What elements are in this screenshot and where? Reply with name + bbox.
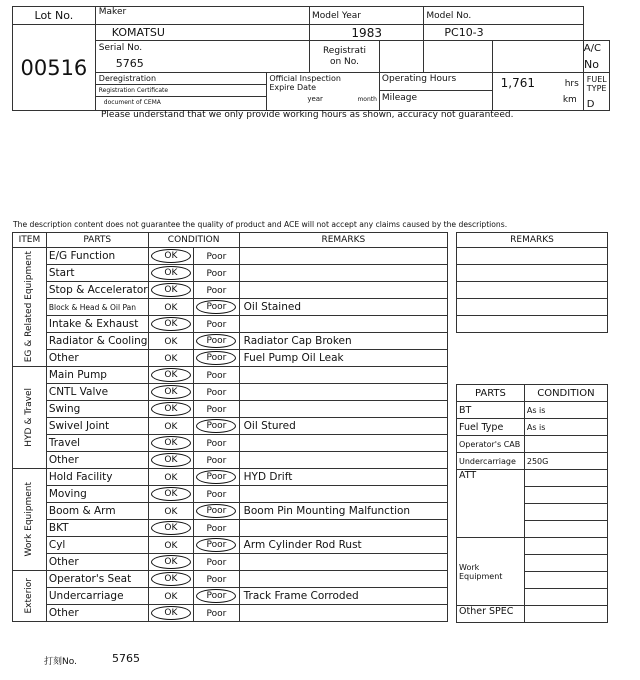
ok-cell	[148, 401, 194, 418]
spec-row	[457, 402, 608, 419]
table-row	[13, 571, 448, 588]
poor-option: Poor	[206, 609, 227, 619]
spec-condition	[524, 436, 607, 453]
vehicle-header-table	[12, 6, 610, 111]
poor-option: Poor	[206, 320, 227, 330]
ok-selected-mark: OK	[151, 317, 191, 331]
table-row	[13, 299, 448, 316]
accuracy-notice: Please understand that we only provide working hours as shown, accuracy not guaranteed.	[101, 110, 514, 120]
spec-row	[457, 419, 608, 436]
ok-cell	[148, 418, 194, 435]
model-no-value: PC10-3	[444, 26, 484, 39]
poor-option: Poor	[206, 575, 227, 585]
poor-selected-mark: Poor	[196, 504, 236, 518]
inspection-label: Official Inspection Expire Date	[269, 74, 341, 92]
poor-cell	[194, 554, 240, 571]
table-row	[13, 350, 448, 367]
fuel-type-value: D	[586, 99, 595, 110]
spec-condition	[524, 470, 607, 487]
poor-cell	[194, 588, 240, 605]
table-row	[13, 401, 448, 418]
part-name: Stop & Accelerator	[46, 282, 148, 299]
lot-number: 00516	[13, 25, 96, 111]
inspection-table	[12, 232, 448, 622]
spec-row	[457, 453, 608, 470]
remark	[239, 452, 447, 469]
part-name: Undercarriage	[46, 588, 148, 605]
other-spec-label: Other SPEC	[457, 606, 525, 623]
hrs-unit: hrs	[564, 79, 579, 89]
table-row	[13, 367, 448, 384]
ok-cell	[148, 282, 194, 299]
spec-condition	[524, 572, 607, 589]
model-year-label: Model Year	[312, 11, 361, 21]
spec-part: Fuel Type	[457, 419, 525, 436]
spec-table	[456, 384, 608, 623]
poor-cell	[194, 367, 240, 384]
ok-cell	[148, 571, 194, 588]
spec-row	[457, 470, 608, 487]
lot-label: Lot No.	[13, 7, 96, 25]
ok-cell	[148, 299, 194, 316]
group-label: HYD & Travel	[24, 388, 35, 447]
poor-option: Poor	[206, 388, 227, 398]
maker-label: Maker	[98, 7, 127, 17]
poor-selected-mark: Poor	[196, 334, 236, 348]
table-row	[13, 333, 448, 350]
poor-option: Poor	[206, 252, 227, 262]
poor-selected-mark: Poor	[196, 300, 236, 314]
fuel-type-label: FUEL TYPE	[586, 75, 607, 93]
remark	[239, 486, 447, 503]
part-name: BKT	[46, 520, 148, 537]
ok-cell	[148, 486, 194, 503]
ac-label: A/C	[583, 42, 601, 54]
table-row	[13, 282, 448, 299]
poor-option: Poor	[206, 524, 227, 534]
poor-cell	[194, 520, 240, 537]
ok-cell	[148, 605, 194, 622]
ok-cell	[148, 469, 194, 486]
spec-condition	[524, 504, 607, 521]
table-row	[13, 384, 448, 401]
part-name: Intake & Exhaust	[46, 316, 148, 333]
table-row	[13, 316, 448, 333]
poor-cell	[194, 537, 240, 554]
table-row	[13, 418, 448, 435]
ok-selected-mark: OK	[151, 402, 191, 416]
right-remarks-row	[457, 265, 608, 282]
poor-cell	[194, 333, 240, 350]
part-name: Cyl	[46, 537, 148, 554]
part-name: Swivel Joint	[46, 418, 148, 435]
spec-part: BT	[457, 402, 525, 419]
group-label-cell	[13, 248, 47, 367]
right-remarks-row	[457, 248, 608, 265]
ok-option: OK	[164, 354, 178, 364]
group-label-cell	[13, 571, 47, 622]
remark	[239, 605, 447, 622]
group-label: Exterior	[24, 578, 35, 614]
spec-condition	[524, 555, 607, 572]
registration-certificate-label: Registration Certificate	[96, 85, 267, 97]
model-year-value: 1983	[310, 25, 424, 41]
part-name: E/G Function	[46, 248, 148, 265]
poor-cell	[194, 418, 240, 435]
table-row	[13, 520, 448, 537]
poor-selected-mark: Poor	[196, 419, 236, 433]
remark: Oil Stained	[239, 299, 447, 316]
spec-condition	[524, 606, 607, 623]
remark: HYD Drift	[239, 469, 447, 486]
poor-selected-mark: Poor	[196, 589, 236, 603]
mileage-label: Mileage	[381, 93, 417, 103]
spec-condition-header: CONDITION	[524, 385, 607, 402]
parts-header: PARTS	[46, 233, 148, 248]
poor-cell	[194, 469, 240, 486]
ok-selected-mark: OK	[151, 487, 191, 501]
right-remarks-row	[457, 282, 608, 299]
remark	[239, 435, 447, 452]
spec-condition	[524, 589, 607, 606]
poor-option: Poor	[206, 439, 227, 449]
poor-option: Poor	[206, 269, 227, 279]
ok-option: OK	[164, 422, 178, 432]
stamp-label: 打刻No.	[44, 657, 77, 667]
poor-cell	[194, 316, 240, 333]
ok-cell	[148, 452, 194, 469]
table-row	[13, 435, 448, 452]
ok-cell	[148, 316, 194, 333]
remark: Track Frame Corroded	[239, 588, 447, 605]
year-label: year	[307, 95, 323, 103]
poor-cell	[194, 265, 240, 282]
ok-cell	[148, 503, 194, 520]
disclaimer-text: The description content does not guarantee the quality of product and ACE will not accept any claims caused by the descriptions.	[13, 220, 508, 229]
spec-row	[457, 436, 608, 453]
poor-cell	[194, 486, 240, 503]
ok-option: OK	[164, 337, 178, 347]
month-label: month	[357, 96, 377, 103]
table-row	[13, 503, 448, 520]
spec-condition	[524, 521, 607, 538]
remark	[239, 520, 447, 537]
poor-cell	[194, 452, 240, 469]
remark	[239, 265, 447, 282]
spec-condition	[524, 487, 607, 504]
registration-cell-2	[424, 41, 492, 73]
registration-cell-1	[379, 41, 423, 73]
table-row	[13, 486, 448, 503]
remark: Boom Pin Mounting Malfunction	[239, 503, 447, 520]
part-name: CNTL Valve	[46, 384, 148, 401]
operating-hours-label: Operating Hours	[381, 74, 457, 84]
ok-option: OK	[164, 303, 178, 313]
part-name: Hold Facility	[46, 469, 148, 486]
ok-selected-mark: OK	[151, 606, 191, 620]
deregistration-label: Deregistration	[96, 73, 267, 85]
part-name: Radiator & Cooling	[46, 333, 148, 350]
maker-value: KOMATSU	[111, 26, 165, 39]
part-name: Other	[46, 605, 148, 622]
poor-cell	[194, 435, 240, 452]
ac-value: No	[584, 57, 599, 71]
poor-cell	[194, 605, 240, 622]
poor-cell	[194, 503, 240, 520]
ok-cell	[148, 435, 194, 452]
remark	[239, 316, 447, 333]
ok-option: OK	[164, 473, 178, 483]
remark: Radiator Cap Broken	[239, 333, 447, 350]
group-label-cell	[13, 367, 47, 469]
remark	[239, 367, 447, 384]
km-unit: km	[562, 95, 577, 105]
ok-option: OK	[164, 541, 178, 551]
group-label: EG & Related Equipment	[24, 251, 35, 363]
remark	[239, 571, 447, 588]
table-row	[13, 588, 448, 605]
ok-cell	[148, 554, 194, 571]
table-row	[13, 554, 448, 571]
ok-option: OK	[164, 592, 178, 602]
ok-selected-mark: OK	[151, 453, 191, 467]
spec-row	[457, 538, 608, 555]
table-row	[13, 469, 448, 486]
poor-selected-mark: Poor	[196, 470, 236, 484]
ok-selected-mark: OK	[151, 436, 191, 450]
remark	[239, 401, 447, 418]
registration-label: Registrati on No.	[310, 41, 380, 73]
remark: Fuel Pump Oil Leak	[239, 350, 447, 367]
poor-option: Poor	[206, 456, 227, 466]
ok-cell	[148, 350, 194, 367]
poor-option: Poor	[206, 371, 227, 381]
poor-cell	[194, 401, 240, 418]
table-row	[13, 605, 448, 622]
remark	[239, 248, 447, 265]
poor-option: Poor	[206, 558, 227, 568]
ok-selected-mark: OK	[151, 283, 191, 297]
poor-selected-mark: Poor	[196, 351, 236, 365]
remark	[239, 554, 447, 571]
ok-selected-mark: OK	[151, 385, 191, 399]
part-name: Other	[46, 452, 148, 469]
ok-cell	[148, 333, 194, 350]
ok-cell	[148, 367, 194, 384]
ok-cell	[148, 537, 194, 554]
registration-cell-3	[492, 41, 583, 73]
group-label: Work Equipment	[24, 482, 35, 557]
ok-cell	[148, 520, 194, 537]
poor-cell	[194, 384, 240, 401]
item-header: ITEM	[13, 233, 47, 248]
right-remarks-row	[457, 316, 608, 333]
ok-selected-mark: OK	[151, 572, 191, 586]
part-name: Operator's Seat	[46, 571, 148, 588]
spec-row	[457, 606, 608, 623]
spec-parts-header: PARTS	[457, 385, 525, 402]
ok-selected-mark: OK	[151, 555, 191, 569]
part-name: Travel	[46, 435, 148, 452]
remark	[239, 384, 447, 401]
poor-cell	[194, 282, 240, 299]
part-name: Swing	[46, 401, 148, 418]
serial-label: Serial No.	[98, 43, 143, 53]
table-row	[13, 452, 448, 469]
part-name: Moving	[46, 486, 148, 503]
spec-part: Operator's CAB	[457, 436, 525, 453]
poor-cell	[194, 571, 240, 588]
poor-selected-mark: Poor	[196, 538, 236, 552]
spec-part: Undercarriage	[457, 453, 525, 470]
part-name: Other	[46, 554, 148, 571]
model-no-label: Model No.	[426, 11, 472, 21]
table-row	[13, 248, 448, 265]
part-name: Other	[46, 350, 148, 367]
remarks-header: REMARKS	[239, 233, 447, 248]
remark	[239, 282, 447, 299]
serial-value: 5765	[115, 57, 144, 70]
ok-cell	[148, 265, 194, 282]
spec-condition: As is	[524, 419, 607, 436]
part-name: Start	[46, 265, 148, 282]
condition-header: CONDITION	[148, 233, 239, 248]
poor-option: Poor	[206, 286, 227, 296]
part-name: Boom & Arm	[46, 503, 148, 520]
ok-cell	[148, 588, 194, 605]
table-row	[13, 537, 448, 554]
right-remarks-table	[456, 232, 608, 333]
ok-cell	[148, 248, 194, 265]
poor-cell	[194, 299, 240, 316]
poor-cell	[194, 248, 240, 265]
operating-hours-value: 1,761	[500, 76, 536, 90]
right-remarks-row	[457, 299, 608, 316]
spec-condition: 250G	[524, 453, 607, 470]
ok-option: OK	[164, 507, 178, 517]
spec-condition	[524, 538, 607, 555]
stamp-number: 5765	[112, 652, 140, 665]
ok-cell	[148, 384, 194, 401]
remark: Oil Stured	[239, 418, 447, 435]
ok-selected-mark: OK	[151, 249, 191, 263]
att-label: ATT	[457, 470, 525, 538]
remark: Arm Cylinder Rod Rust	[239, 537, 447, 554]
spec-condition: As is	[524, 402, 607, 419]
table-row	[13, 265, 448, 282]
work-equipment-label: Work Equipment	[457, 538, 525, 606]
cema-label: document of CEMA	[103, 99, 161, 106]
right-remarks-header: REMARKS	[457, 233, 608, 248]
poor-option: Poor	[206, 405, 227, 415]
ok-selected-mark: OK	[151, 368, 191, 382]
poor-option: Poor	[206, 490, 227, 500]
ok-selected-mark: OK	[151, 266, 191, 280]
group-label-cell	[13, 469, 47, 571]
part-name: Block & Head & Oil Pan	[46, 299, 148, 316]
poor-cell	[194, 350, 240, 367]
ok-selected-mark: OK	[151, 521, 191, 535]
part-name: Main Pump	[46, 367, 148, 384]
